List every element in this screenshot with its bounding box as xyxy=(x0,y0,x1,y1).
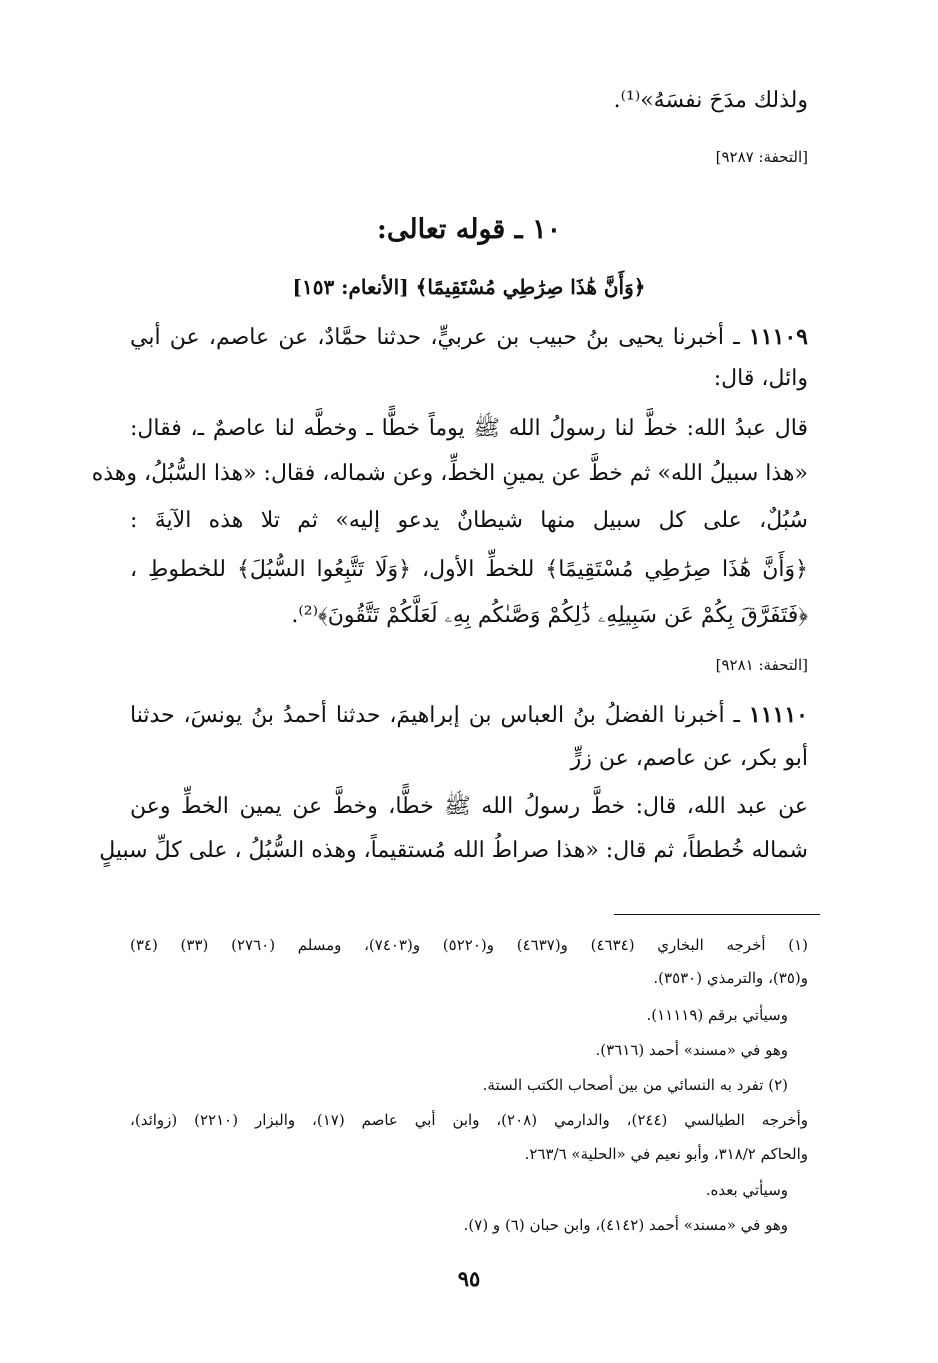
footnote-line: وسيأتي بعده. xyxy=(705,1181,788,1199)
hadith-text-line: سُبُلٌ، على كل سبيل منها شيطانٌ يدعو إليه» ثم تلا هذه الآيةَ : xyxy=(130,508,808,533)
hadith-text-line: قال عبدُ الله: خطَّ لنا رسولُ الله ﷺ يوماً خطًّا ـ وخطَّه لنا عاصمٌ ـ، فقال: xyxy=(130,416,808,441)
hadith-number: ١١١١٠ xyxy=(748,702,808,728)
tuhfa-reference: [التحفة: ٩٢٨١] xyxy=(715,656,808,674)
footnote-line: وهو في «مسند» أحمد (٣٦١٦). xyxy=(595,1041,788,1059)
hadith-text-line: ﴿فَتَفَرَّقَ بِكُمْ عَن سَبِيلِهِۦ ذَٰلِكُمْ وَصَّىٰكُم بِهِۦ لَعَلَّكُمْ تَتَّقُونَ﴾⁽²⁾. xyxy=(291,603,808,628)
hadith-isnad-line xyxy=(130,324,808,350)
section-heading: ١٠ ـ قوله تعالى: xyxy=(376,214,562,245)
footnote-line: وسيأتي برقم (١١١١٩). xyxy=(646,1006,788,1024)
hadith-isnad-line: وائل، قال: xyxy=(713,366,808,391)
verse-text: ﴿وَأَنَّ هَٰذَا صِرَٰطِي مُسْتَقِيمًا﴾ xyxy=(415,275,646,299)
hadith-isnad-line: أبو بكر، عن عاصم، عن زرٍّ xyxy=(570,746,808,771)
footnote-line: (١) أخرجه البخاري (٤٦٣٤) و(٤٦٣٧) و(٥٢٢٠) و(٧٤٠٣)، ومسلم (٢٧٦٠) (٣٣) (٣٤) xyxy=(130,936,809,954)
footnote-line: (٢) تفرد به النسائي من بين أصحاب الكتب الستة. xyxy=(482,1076,788,1094)
hadith-number: ١١١٠٩ xyxy=(748,324,808,350)
verse-reference: [الأنعام: ١٥٣] xyxy=(292,275,409,299)
hadith-text-line: عن عبد الله، قال: خطَّ رسولُ الله ﷺ خطًّا، وخطَّ عن يمين الخطِّ وعن xyxy=(130,794,808,819)
hadith-isnad-line xyxy=(130,702,808,728)
tuhfa-reference: [التحفة: ٩٢٨٧] xyxy=(715,148,808,166)
footnote-line: وأخرجه الطيالسي (٢٤٤)، والدارمي (٢٠٨)، وابن أبي عاصم (١٧)، والبزار (٢٢١٠) (زوائد)، xyxy=(130,1111,808,1129)
hadith-isnad-text: ـ أخبرنا يحيى بنُ حبيب بن عربيٍّ، حدثنا حمَّادٌ، عن عاصم، عن أبي xyxy=(130,325,740,350)
continuation-line: ولذلك مدَحَ نفسَهُ»⁽¹⁾. xyxy=(613,88,808,113)
hadith-text-line: شماله خُططاً، ثم قال: «هذا صراطُ الله مُستقيماً، وهذه السُّبُلُ ، على كلِّ سبيلٍ xyxy=(99,838,808,863)
hadith-isnad-text: ـ أخبرنا الفضلُ بنُ العباس بن إبراهيمَ، حدثنا أحمدُ بنُ يونسَ، حدثنا xyxy=(130,703,740,728)
verse-heading xyxy=(130,275,808,299)
footnote-line: وهو في «مسند» أحمد (٤١٤٢)، وابن حبان (٦) و (٧). xyxy=(463,1216,788,1234)
footnote-divider xyxy=(614,914,820,915)
hadith-text-line: ﴿وَأَنَّ هَٰذَا صِرَٰطِي مُسْتَقِيمًا﴾ للخطِّ الأول، ﴿وَلَا تَتَّبِعُوا السُّبُلَ﴾ للخطوطِ ، xyxy=(130,557,808,582)
footnote-line: والحاكم ٣١٨/٢، وأبو نعيم في «الحلية» ٢٦٣/٦. xyxy=(524,1145,808,1163)
hadith-text-line: «هذا سبيلُ الله» ثم خطَّ عن يمينِ الخطِّ، وعن شماله، فقال: «هذا السُّبُلُ، وهذه xyxy=(91,461,808,486)
footnote-line: و(٣٥)، والترمذي (٣٥٣٠). xyxy=(653,969,808,987)
page-number: ٩٥ xyxy=(457,1266,481,1291)
